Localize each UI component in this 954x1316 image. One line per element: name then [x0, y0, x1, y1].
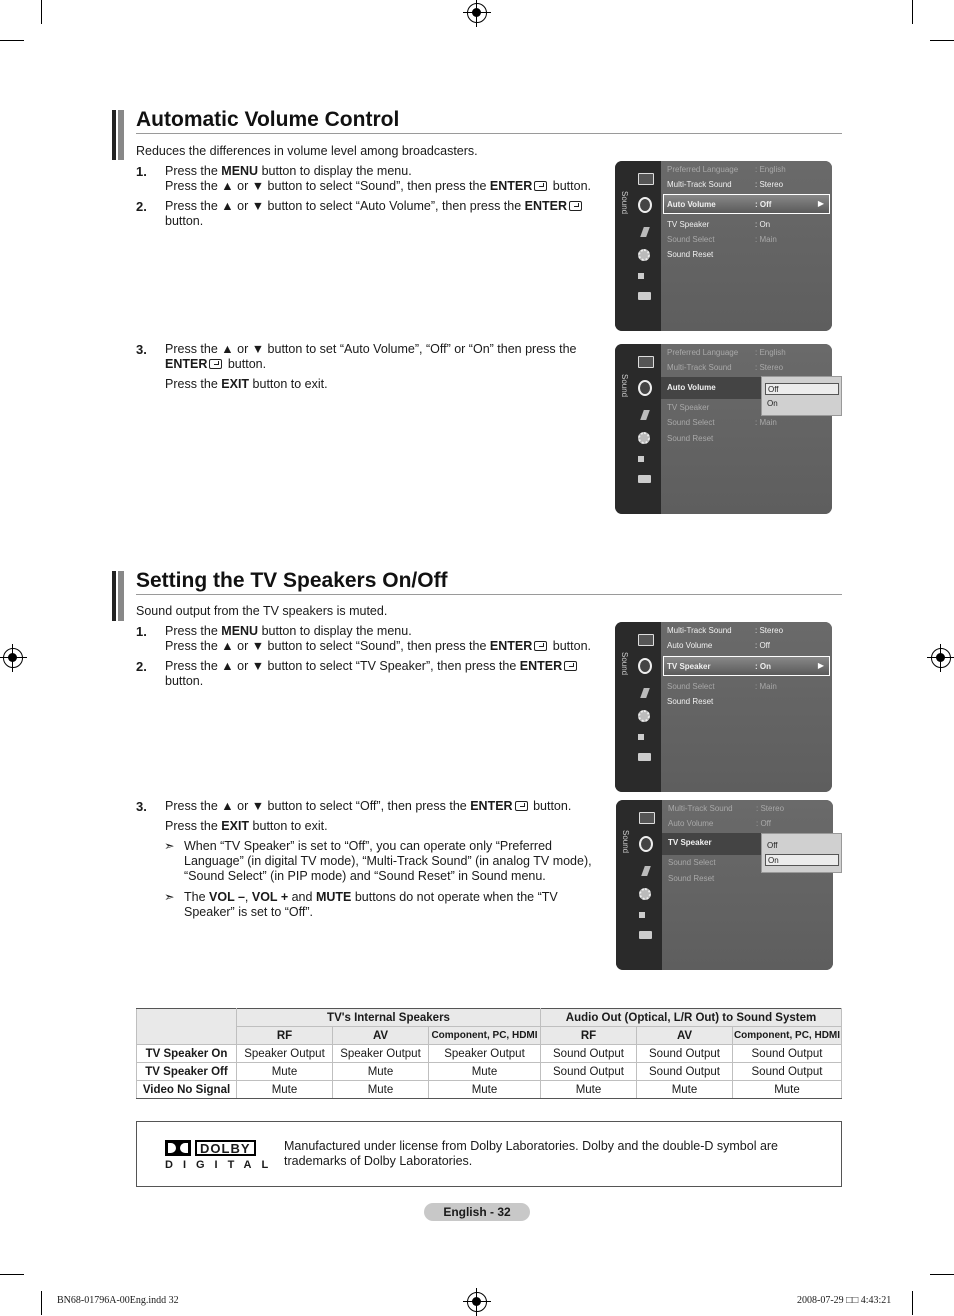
table-cell: Mute [237, 1063, 333, 1081]
table-cell: Speaker Output [237, 1045, 333, 1063]
section-bar [112, 110, 124, 160]
section-rule [136, 594, 842, 595]
play-icon: ▶ [817, 199, 824, 208]
setup-icon [638, 249, 650, 261]
registration-mark-icon [3, 648, 23, 668]
note-arrow-icon: ➣ [164, 839, 175, 853]
osd-screenshot-tv-speaker [615, 622, 832, 792]
step-text: Press the ▲ or ▼ button to select “Off”, then press the ENTER button. Press the EXIT button to exit. [165, 799, 572, 833]
osd-sidebar [615, 161, 661, 331]
osd-screenshot-tv-speaker-options [616, 800, 833, 970]
crop-mark [41, 0, 42, 24]
table-group-header: Audio Out (Optical, L/R Out) to Sound System [541, 1009, 842, 1027]
table-cell: Mute [541, 1081, 637, 1099]
registration-mark-icon [467, 1292, 487, 1312]
crop-mark [41, 1291, 42, 1315]
step-number: 3. [136, 799, 147, 814]
registration-mark-icon [931, 648, 951, 668]
section-rule [136, 133, 842, 134]
note-text: When “TV Speaker” is set to “Off”, you can operate only “Preferred Language” (in digital TV mode), “Multi-Track Sound” (in analog TV mode), “Sound Select” (in PIP mode) and “Sound Reset” in Sound menu. [184, 839, 592, 883]
step-text: Press the MENU button to display the menu. Press the ▲ or ▼ button to select “Sound”, then press the ENTER button. [165, 164, 591, 193]
table-column-header: Component, PC, HDMI [733, 1027, 842, 1045]
application-icon [638, 292, 651, 300]
application-icon [639, 931, 652, 939]
table-row [137, 1063, 842, 1081]
osd-sidebar [616, 800, 662, 970]
osd-row: TV Speaker : On [667, 220, 771, 229]
osd-row: Multi-Track Sound : Stereo [668, 804, 785, 813]
table-cell: Mute [333, 1081, 429, 1099]
input-icon [638, 273, 650, 279]
osd-row: Auto Volume : Off [667, 641, 770, 650]
step-text: Press the ▲ or ▼ button to select “Auto Volume”, then press the ENTER button. [165, 199, 584, 229]
osd-side-label: Sound [620, 652, 629, 676]
osd-row: Sound Reset [668, 874, 715, 883]
step-number: 3. [136, 342, 147, 357]
option-off: Off [765, 383, 839, 395]
osd-row-selected: TV Speaker [668, 838, 712, 847]
osd-row: Sound Reset [667, 697, 714, 706]
step-number: 1. [136, 624, 147, 639]
crop-mark [0, 40, 24, 41]
table-cell: Sound Output [733, 1063, 842, 1081]
channel-icon [640, 227, 650, 237]
section-intro: Reduces the differences in volume level among broadcasters. [136, 144, 478, 158]
osd-side-label: Sound [620, 191, 629, 215]
table-column-header: AV [637, 1027, 733, 1045]
table-column-header: Component, PC, HDMI [429, 1027, 541, 1045]
table-cell: Sound Output [541, 1063, 637, 1081]
double-d-icon [165, 1140, 191, 1156]
osd-row: Multi-Track Sound : Stereo [667, 180, 784, 189]
osd-row: TV Speaker [667, 403, 710, 412]
osd-row-selected: Auto Volume : Off [667, 200, 772, 209]
crop-mark [0, 1274, 24, 1275]
sound-icon [639, 836, 653, 852]
picture-icon [638, 634, 654, 646]
enter-icon [569, 201, 582, 211]
section-title: Setting the TV Speakers On/Off [136, 569, 448, 592]
option-on: On [767, 399, 778, 408]
table-column-header: RF [541, 1027, 637, 1045]
table-row [137, 1081, 842, 1099]
osd-row-selected: TV Speaker : On [667, 662, 771, 671]
option-off: Off [767, 841, 778, 850]
osd-row: Sound Select : Main [667, 235, 777, 244]
table-cell: Mute [429, 1063, 541, 1081]
table-row-header: Video No Signal [137, 1081, 237, 1099]
option-on: On [765, 854, 839, 866]
picture-icon [639, 812, 655, 824]
osd-row: Preferred Language : English [667, 165, 786, 174]
picture-icon [638, 356, 654, 368]
picture-icon [638, 173, 654, 185]
table-row-header: TV Speaker Off [137, 1063, 237, 1081]
table-group-header: TV's Internal Speakers [237, 1009, 541, 1027]
setup-icon [638, 710, 650, 722]
sound-icon [638, 380, 652, 396]
osd-row: Multi-Track Sound : Stereo [667, 363, 784, 372]
crop-mark [930, 40, 954, 41]
setup-icon [638, 432, 650, 444]
note-arrow-icon: ➣ [164, 890, 175, 904]
enter-icon [564, 661, 577, 671]
table-cell: Sound Output [733, 1045, 842, 1063]
osd-row: Sound Reset [667, 250, 714, 259]
table-cell: Mute [429, 1081, 541, 1099]
table-corner [137, 1009, 237, 1045]
table-row [137, 1045, 842, 1063]
step-text: Press the MENU button to display the menu. Press the ▲ or ▼ button to select “Sound”, then press the ENTER button. [165, 624, 591, 653]
osd-row: Sound Select : Main [667, 682, 777, 691]
option-popup [761, 376, 842, 416]
application-icon [638, 753, 651, 761]
enter-icon [209, 359, 222, 369]
table-column-header: RF [237, 1027, 333, 1045]
dolby-logo-word: DOLBY [195, 1140, 256, 1156]
table-cell: Mute [637, 1081, 733, 1099]
dolby-notice [136, 1121, 842, 1187]
input-icon [638, 734, 650, 740]
section-bar [112, 571, 124, 621]
table-cell: Sound Output [637, 1045, 733, 1063]
table-column-header: AV [333, 1027, 429, 1045]
setup-icon [639, 888, 651, 900]
osd-row-selected: Auto Volume [667, 383, 716, 392]
table-cell: Mute [237, 1081, 333, 1099]
play-icon: ▶ [817, 661, 824, 670]
footer-file-info: BN68-01796A-00Eng.indd 32 [57, 1295, 179, 1306]
note-text: The VOL –, VOL + and MUTE buttons do not operate when the “TV Speaker” is set to “Off”. [184, 890, 558, 919]
osd-side-label: Sound [621, 830, 630, 854]
enter-icon [515, 801, 528, 811]
osd-screenshot-auto-volume [615, 161, 832, 331]
osd-row: Sound Reset [667, 434, 714, 443]
table-row-header: TV Speaker On [137, 1045, 237, 1063]
dolby-digital-logo [165, 1140, 279, 1172]
input-icon [639, 912, 651, 918]
osd-row: Sound Select [668, 858, 716, 867]
enter-icon [534, 181, 547, 191]
table-cell: Mute [333, 1063, 429, 1081]
sound-icon [638, 658, 652, 674]
table-cell: Mute [733, 1081, 842, 1099]
osd-row: Multi-Track Sound : Stereo [667, 626, 784, 635]
section-intro: Sound output from the TV speakers is muted. [136, 604, 388, 618]
sound-icon [638, 197, 652, 213]
osd-screenshot-auto-volume-options [615, 344, 832, 514]
channel-icon [641, 866, 651, 876]
table-cell: Sound Output [541, 1045, 637, 1063]
step-number: 2. [136, 659, 147, 674]
registration-mark-icon [467, 3, 487, 23]
page-number: English - 32 [424, 1203, 530, 1221]
option-popup [761, 833, 842, 873]
table-cell: Speaker Output [429, 1045, 541, 1063]
osd-row: Auto Volume : Off [668, 819, 771, 828]
step-number: 2. [136, 199, 147, 214]
osd-side-label: Sound [620, 374, 629, 398]
application-icon [638, 475, 651, 483]
enter-icon [534, 641, 547, 651]
section-title: Automatic Volume Control [136, 108, 400, 131]
crop-mark [912, 1291, 913, 1315]
step-number: 1. [136, 164, 147, 179]
channel-icon [640, 410, 650, 420]
osd-row: Preferred Language : English [667, 348, 786, 357]
table-cell: Sound Output [637, 1063, 733, 1081]
table-cell: Speaker Output [333, 1045, 429, 1063]
osd-sidebar [615, 622, 661, 792]
crop-mark [912, 0, 913, 24]
dolby-logo-digital: DIGITAL [165, 1159, 279, 1171]
input-icon [638, 456, 650, 462]
crop-mark [930, 1274, 954, 1275]
channel-icon [640, 688, 650, 698]
osd-sidebar [615, 344, 661, 514]
step-text: Press the ▲ or ▼ button to set “Auto Volume”, “Off” or “On” then press the ENTER button. Press the EXIT button to exit. [165, 342, 577, 391]
footer-timestamp: 2008-07-29 □□ 4:43:21 [797, 1295, 892, 1306]
step-text: Press the ▲ or ▼ button to select “TV Speaker”, then press the ENTER button. [165, 659, 579, 689]
dolby-text: Manufactured under license from Dolby Laboratories. Dolby and the double-D symbol are trademarks of Dolby Laboratories. [284, 1139, 779, 1168]
speaker-output-table [136, 1008, 842, 1099]
osd-row: Sound Select : Main [667, 418, 777, 427]
